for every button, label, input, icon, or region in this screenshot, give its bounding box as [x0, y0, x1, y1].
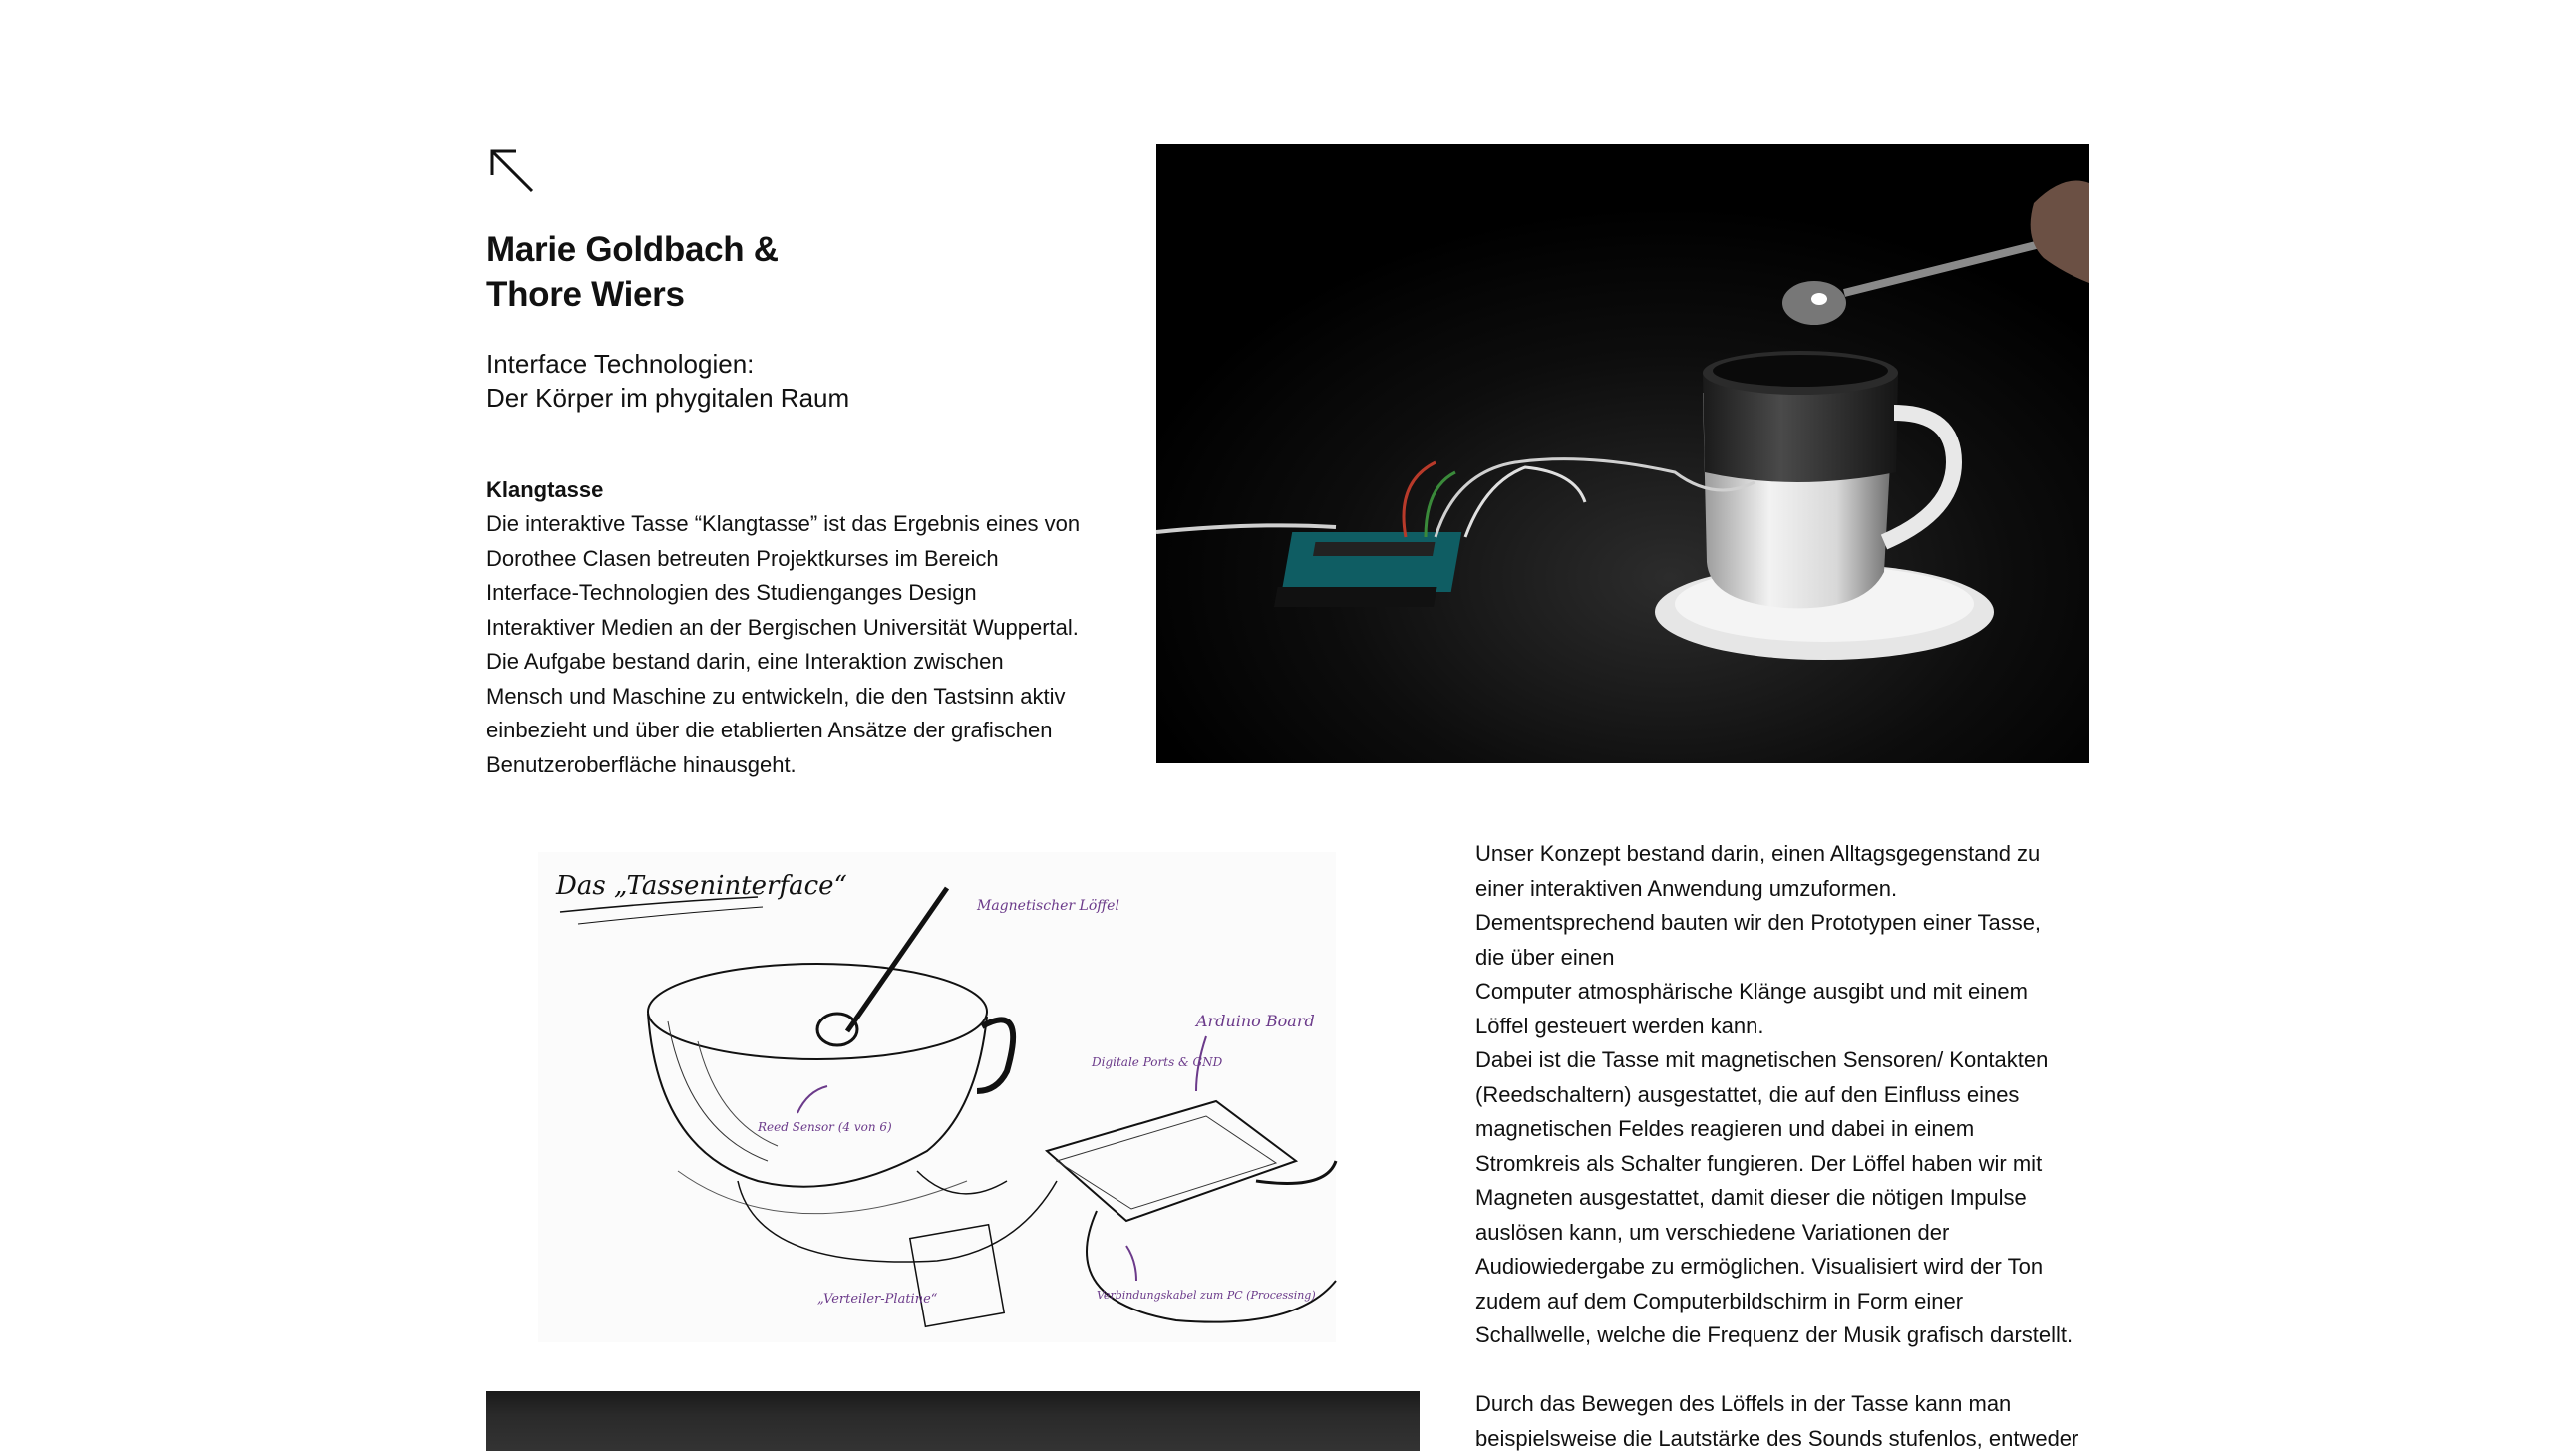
paragraph-gap	[1475, 1353, 2113, 1388]
concept-line: die über einen	[1475, 941, 2113, 976]
arrow-up-left-icon	[486, 146, 538, 197]
concept-line: Dabei ist die Tasse mit magnetischen Sensoren/ Kontakten	[1475, 1043, 2113, 1078]
intro-line: Interaktiver Medien an der Bergischen Universität Wuppertal.	[486, 611, 1124, 646]
sketch-label-pcb: „Verteiler-Platine“	[817, 1292, 938, 1307]
course-title	[486, 347, 1085, 415]
concept-paragraph	[1475, 837, 2113, 1456]
concept-line: Dementsprechend bauten wir den Prototypen einer Tasse,	[1475, 906, 2113, 941]
intro-line: einbezieht und über die etablierten Ansätze der grafischen	[486, 714, 1124, 748]
concept-line: zudem auf dem Computerbildschirm in Form einer	[1475, 1285, 2113, 1319]
concept-line: Computer atmosphärische Klänge ausgibt und mit einem	[1475, 975, 2113, 1010]
concept-line: Stromkreis als Schalter fungieren. Der Löffel haben wir mit	[1475, 1147, 2113, 1182]
sketch-label-board: Arduino Board	[1194, 1012, 1315, 1030]
intro-line: Dorothee Clasen betreuten Projektkurses im Bereich	[486, 542, 1124, 577]
intro-paragraph	[486, 507, 1124, 782]
concept-line: auslösen kann, um verschiedene Variationen der	[1475, 1216, 2113, 1251]
course-line-1: Interface Technologien:	[486, 347, 1085, 381]
sketch-label-sensor: Reed Sensor (4 von 6)	[757, 1120, 892, 1134]
concept-line: (Reedschaltern) ausgestattet, die auf den Einfluss eines	[1475, 1078, 2113, 1113]
photo-cup-and-arduino	[1156, 144, 2089, 763]
concept-line: Magneten ausgestattet, damit dieser die nötigen Impulse	[1475, 1181, 2113, 1216]
photo-second	[486, 1391, 1420, 1451]
sketch-label-ports: Digitale Ports & GND	[1091, 1055, 1223, 1069]
authors-line-1: Marie Goldbach &	[486, 227, 1045, 272]
page-title	[486, 227, 1045, 317]
back-link[interactable]	[486, 146, 538, 197]
concept-line: Durch das Bewegen des Löffels in der Tasse kann man	[1475, 1387, 2113, 1422]
intro-line: Mensch und Maschine zu entwickeln, die den Tastsinn aktiv	[486, 680, 1124, 715]
concept-line: Unser Konzept bestand darin, einen Alltagsgegenstand zu	[1475, 837, 2113, 872]
intro-line: Die Aufgabe bestand darin, eine Interaktion zwischen	[486, 645, 1124, 680]
concept-line: einer interaktiven Anwendung umzuformen.	[1475, 872, 2113, 907]
sketch-label-spoon: Magnetischer Löffel	[976, 898, 1119, 914]
concept-line: Audiowiedergabe zu ermöglichen. Visualisiert wird der Ton	[1475, 1250, 2113, 1285]
concept-line: magnetischen Feldes reagieren und dabei in einem	[1475, 1112, 2113, 1147]
concept-line: beispielsweise die Lautstärke des Sounds stufenlos, entweder	[1475, 1422, 2113, 1456]
sketch-label-cable: Verbindungskabel zum PC (Processing)	[1097, 1289, 1316, 1302]
intro-line: Benutzeroberfläche hinausgeht.	[486, 748, 1124, 783]
project-title: Klangtasse	[486, 473, 603, 507]
concept-line: Löffel gesteuert werden kann.	[1475, 1010, 2113, 1044]
intro-line: Interface-Technologien des Studienganges Design	[486, 576, 1124, 611]
authors-line-2: Thore Wiers	[486, 272, 1045, 317]
sketch-cup-interface	[538, 852, 1336, 1342]
concept-line: Schallwelle, welche die Frequenz der Musik grafisch darstellt.	[1475, 1318, 2113, 1353]
course-line-2: Der Körper im phygitalen Raum	[486, 381, 1085, 415]
intro-line: Die interaktive Tasse “Klangtasse” ist das Ergebnis eines von	[486, 507, 1124, 542]
sketch-title: Das „Tasseninterface“	[555, 871, 847, 901]
